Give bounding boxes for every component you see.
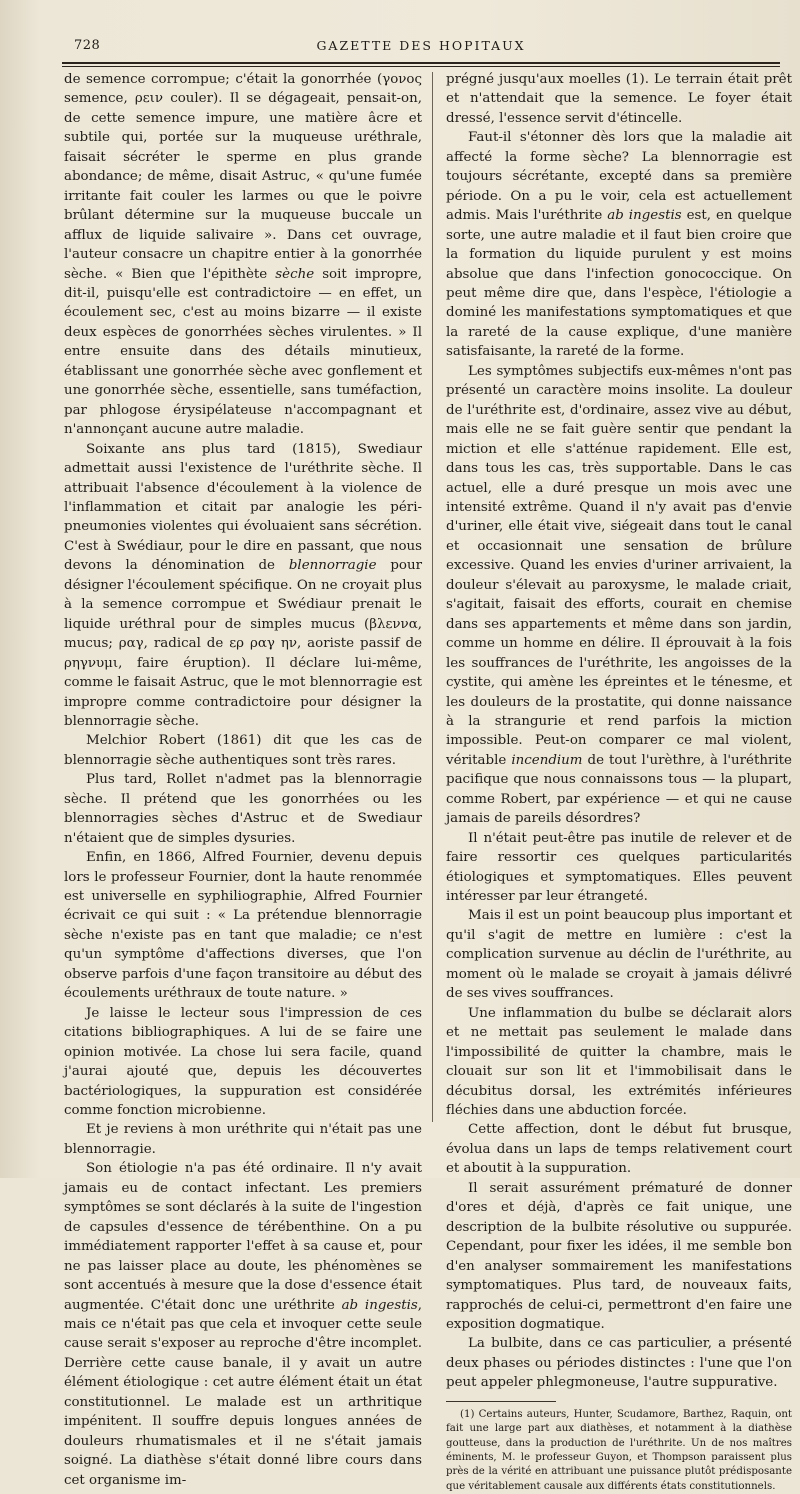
emphasis: ab ingestis xyxy=(607,208,682,224)
paragraph: Cette affection, dont le début fut brusque, évolua dans un laps de temps relativement court et aboutit à la suppuration. xyxy=(446,1122,792,1177)
header-rule-thin xyxy=(62,66,780,67)
paragraph: La bulbite, dans ce cas particulier, a présenté deux phases ou périodes distinctes : l'une que l'on peut appeler phlegmoneuse, l'autre suppurative. xyxy=(446,1336,792,1391)
emphasis: incendium xyxy=(511,752,583,768)
paragraph: Plus tard, Rollet n'admet pas la blennorragie sèche. Il prétend que les gonorrhées ou les blennorragies sèches d'Astruc et de Swediaur n'étaient que de simples dysuries. xyxy=(64,772,422,846)
right-column xyxy=(446,70,792,1494)
paragraph: Les symptômes subjectifs eux-mêmes n'ont pas présenté un caractère moins insolite. La douleur de l'uréthrite est, d'ordinaire, assez vive au début, mais elle ne se fait guère sentir que pendant la miction et elle s'atténue rapidement. Elle est, dans tous les cas, très supportable. Dans le cas actuel, elle a duré presque un mois avec une intensité extrême. Quand il n'y avait pas d'envie d'uriner, elle était vive, siégeait dans tout le canal et occasionnait une sensation de brûlure excessive. Quand les envies d'uriner arrivaient, la douleur s'élevait au paroxysme, le malade criait, s'agitait, faisait des efforts, courait en chemise dans ses appartements et même dans son jardin, comme un homme en délire. Il éprouvait à la fois les souffrances de l'uréthrite, les angoisses de la cystite, qui amène les épreintes et le ténesme, et les douleurs de la prostatite, qui donne naissance à la strangurie et rend parfois la miction impossible. Peut-on comparer ce mal violent, véritable incendium de tout l'urèthre, à l'uréthrite pacifique que nous connaissons tous — la plupart, comme Robert, par expérience — et qui ne cause jamais de pareils désordres? xyxy=(446,363,792,827)
paragraph: Enfin, en 1866, Alfred Fournier, devenu depuis lors le professeur Fournier, dont la haute renommée est universelle en syphiliographie, Alfred Fournier écrivait ce qui suit : « La prétendue blennorragie sèche n'existe pas en tant que maladie; ce n'est qu'un symptôme d'affections diverses, que l'on observe parfois d'une façon transitoire au début des écoulements uréthraux de toute nature. » xyxy=(64,850,422,1002)
emphasis: sèche xyxy=(275,266,315,282)
emphasis: blennorragie xyxy=(288,558,377,574)
paragraph: Je laisse le lecteur sous l'impression de ces citations bibliographiques. A lui de se faire une opinion motivée. La chose lui sera facile, quand j'aurai ajouté que, depuis les découvertes bactériologiques, la suppuration est considérée comme fonction microbienne. xyxy=(64,1005,422,1119)
left-column xyxy=(64,70,422,1490)
header-rule xyxy=(62,62,780,64)
running-title: GAZETTE DES HOPITAUX xyxy=(316,38,526,53)
footnote-rule xyxy=(446,1401,556,1402)
column-divider xyxy=(432,72,433,1122)
page-number: 728 xyxy=(74,38,101,53)
paragraph: Et je reviens à mon uréthrite qui n'était pas une blennorragie. xyxy=(64,1122,422,1157)
paragraph: Son étiologie n'a pas été ordinaire. Il n'y avait jamais eu de contact infectant. Les premiers symptômes se sont déclarés à la suite de l'ingestion de capsules d'essence de térébenthine. On a pu immédiatement rapporter l'effet à sa cause et, pour ne pas laisser place au doute, les phénomènes se sont accentués à mesure que la dose d'essence était augmentée. C'était donc une uréthrite ab ingestis, mais ce n'était pas que cela et invoquer cette seule cause serait s'exposer au reproche d'être incomplet. Derrière cette cause banale, il y avait un autre élément étiologique : cet autre élément était un état constitutionnel. Le malade est un arthritique impénitent. Il souffre depuis longues années de douleurs rhumatismales et il ne s'était jamais soigné. La diathèse s'était donné libre cours dans cet organisme im- xyxy=(64,1161,422,1488)
paragraph: Mais il est un point beaucoup plus important et qu'il s'agit de mettre en lumière : c'est la complication survenue au déclin de l'uréthrite, au moment où le malade se croyait à jamais délivré de ses vives souffrances. xyxy=(446,908,792,1002)
page-header xyxy=(62,30,780,60)
paragraph: prégné jusqu'aux moelles (1). Le terrain était prêt et n'attendait que la semence. Le foyer était dressé, l'essence servit d'étincelle. xyxy=(446,72,792,126)
paragraph: Soixante ans plus tard (1815), Swediaur admettait aussi l'existence de l'uréthrite sèche. Il attribuait l'absence d'écoulement à la violence de l'inflammation et citait par analogie les péri-pneumonies violentes qui évoluaient sans sécrétion. C'est à Swédiaur, pour le dire en passant, que nous devons la dénomination de blennorragie pour désigner l'écoulement spécifique. On ne croyait plus à la semence corrompue et Swédiaur prenait le liquide uréthral pour de simples mucus (βλεννα, mucus; ραγ, radical de ερ ραγ ην, aoriste passif de ρηγνυμι, faire éruption). Il déclare lui-même, comme le faisait Astruc, que le mot blennorragie est impropre comme contradictoire pour désigner la blennorragie sèche. xyxy=(64,441,423,729)
footnote-text: (1) Certains auteurs, Hunter, Scudamore, Barthez, Raquin, ont fait une large part aux diathèses, et notamment à la diathèse goutteuse, dans la production de l'uréthrite. Un de nos maîtres éminents, M. le professeur Guyon, et Thompson paraissent plus près de la vérité en attribuant une puissance plutôt prédisposante que véritablement causale aux différents états constitutionnels. xyxy=(446,1408,792,1492)
paragraph: Melchior Robert (1861) dit que les cas de blennorragie sèche authentiques sont très rares. xyxy=(64,733,422,768)
paragraph: Faut-il s'étonner dès lors que la maladie ait affecté la forme sèche? La blennorragie est toujours sécrétante, excepté dans sa première période. On a pu le voir, cela est actuellement admis. Mais l'uréthrite ab ingestis est, en quelque sorte, une autre maladie et il faut bien croire que la formation du liquide purulent y est moins absolue que dans l'infection gonococcique. On peut même dire que, dans l'espèce, l'étiologie a dominé les manifestations symptomatiques et que la rareté de la cause explique, d'une manière satisfaisante, la rareté de la forme. xyxy=(446,130,792,360)
footnote xyxy=(446,1408,792,1494)
paragraph: de semence corrompue; c'était la gonorrhée (γονος semence, ρειν couler). Il se dégageait, pensait-on, de cette semence impure, une matière âcre et subtile qui, portée sur la muqueuse uréthrale, faisait sécréter le sperme en plus grande abondance; de même, disait Astruc, « qu'une fumée irritante fait couler les larmes ou que le poivre brûlant détermine sur la muqueuse buccale un afflux de liquide salivaire ». Dans cet ouvrage, l'auteur consacre un chapitre entier à la gonorrhée sèche. « Bien que l'épithète sèche soit impropre, dit-il, puisqu'elle est contradictoire — en effet, un écoulement sec, c'est au moins bizarre — il existe deux espèces de gonorrhées sèches virulentes. » Il entre ensuite dans des détails minutieux, établissant une gonorrhée sèche avec gonflement et une gonorrhée sèche, essentielle, sans tuméfaction, par phlogose érysipélateuse n'accompagnant et n'annonçant aucune autre maladie. xyxy=(64,72,422,438)
paragraph: Il n'était peut-être pas inutile de relever et de faire ressortir ces quelques particularités étiologiques et symptomatiques. Elles peuvent intéresser par leur étrangeté. xyxy=(446,830,792,905)
emphasis: ab ingestis xyxy=(341,1297,418,1313)
paragraph: Une inflammation du bulbe se déclarait alors et ne mettait pas seulement le malade dans l'impossibilité de quitter la chambre, mais le clouait sur son lit et l'immobilisait dans le décubitus dorsal, les extrémités inférieures fléchies dans une abduction forcée. xyxy=(446,1005,792,1119)
paragraph: Il serait assurément prématuré de donner d'ores et déjà, d'après ce fait unique, une description de la bulbite résolutive ou suppurée. Cependant, pour fixer les idées, il me semble bon d'en analyser sommairement les manifestations symptomatiques. Plus tard, de nouveaux faits, rapprochés de celui-ci, permettront d'en faire une exposition dogmatique. xyxy=(446,1180,792,1332)
